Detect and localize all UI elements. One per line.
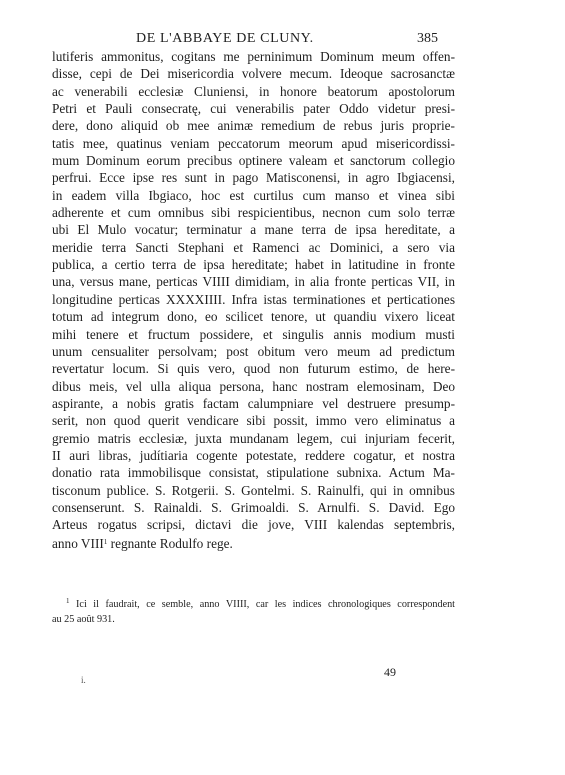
- text-line: ubi El Mulo vocatur; terminatur a mane terra de ipsa hereditate, a: [52, 222, 455, 238]
- footnote-text: Ici il faudrait, ce semble, anno VIIII, car les indices chronologiques correspondent: [76, 599, 456, 610]
- text-line: lutiferis ammonitus, cogitans me perninimum Dominum meum offen-: [52, 49, 455, 64]
- text-line: una, versus mane, perticas VIIII dimidiam, in alia fronte perticas VII, in: [52, 274, 455, 290]
- text-line: perfrui. Ecce ipse res sunt in pago Matisconensi, in agro Ibgiacensi,: [52, 170, 455, 186]
- footnote-reference[interactable]: 1: [103, 537, 108, 546]
- text-line: mihi tenere et fructum possidere, et singulis annis modium musti: [52, 326, 455, 342]
- footnote: [52, 594, 455, 627]
- text-line: tisconum publice. S. Rotgerii. S. Gontelmi. S. Rainulfi, qui in omnibus: [52, 482, 455, 498]
- footnote-line: au 25 août 931.: [52, 613, 115, 625]
- text-line: ac venerabili ecclesiæ Cluniensi, in honore beatorum apostolorum: [52, 83, 455, 99]
- text-line: totum ad integrum dono, eo scilicet tenore, ut quandiu vixero liceat: [52, 309, 455, 325]
- text-line: dibus meis, vel ulla aliqua persona, hanc nostram elemosinam, Deo: [52, 378, 455, 394]
- text-line: dere, dono aliquid ob mee animæ remedium de rebus juris proprie-: [52, 118, 455, 134]
- text-line: consenserunt. S. Rainaldi. S. Grimoaldi. S. Arnulfi. S. David. Ego: [52, 499, 455, 515]
- footnote-line: [52, 594, 455, 613]
- footnote-number: 1: [66, 597, 70, 605]
- text-line-start: anno VIII: [52, 535, 104, 551]
- text-line: Arteus rogatus scripsi, dictavi die jove, VIII kalendas septembris,: [52, 517, 455, 533]
- text-line: longitudine perticas XXXXIIII. Infra istas terminationes et perticationes: [52, 291, 455, 307]
- margin-mark: i.: [81, 675, 86, 685]
- text-line: meridie terra Sancti Stephani et Ramenci ac Dominici, a sero via: [52, 239, 455, 255]
- text-line: disse, cepi de Dei misericordia volvere mecum. Ideoque sacrosanctæ: [52, 66, 455, 82]
- signature-mark: 49: [384, 665, 396, 679]
- text-line: mum Dominum eorum precibus optinere valeam et sanctorum collegio: [52, 153, 455, 169]
- text-line: unum censualiter persolvam; post obitum vero meum ad predictum: [52, 343, 455, 359]
- text-line: revertatur locum. Si quis vero, quod non futurum estimo, de here-: [52, 361, 455, 377]
- running-title: DE L'ABBAYE DE CLUNY.: [136, 31, 314, 46]
- text-line: donatio rata immobilisque consistat, stipulatione subnixa. Actum Ma-: [52, 465, 455, 481]
- text-line-last: [52, 534, 455, 551]
- text-line-end: regnante Rodulfo rege.: [107, 535, 233, 551]
- text-line: in eadem villa Ibgiaco, hoc est curtilus cum manso et vinea sibi: [52, 187, 455, 203]
- text-line: adherente et cum omnibus sibi respicientibus, necnon cum solo terræ: [52, 205, 455, 221]
- page-number: 385: [417, 31, 438, 46]
- text-line: II auri libras, judítiaria cogente potestate, reddere cogatur, et nostra: [52, 447, 455, 463]
- text-line: serit, non quod querit vendicare sibi possit, immo vero eliminatus a: [52, 413, 455, 429]
- text-line: aspirante, a nobis gratis factam calumpniare vel destruere presump-: [52, 395, 455, 411]
- text-line: publica, a certio terra de ipsa hereditate; habet in latitudine in fronte: [52, 257, 455, 273]
- charter-text: [52, 48, 455, 551]
- text-line: Petri et Pauli consecratę, cui venerabilis pater Oddo videtur presi-: [52, 101, 455, 117]
- text-line: tatis mee, quatinus veniam peccatorum meorum apud misericordissi-: [52, 135, 455, 151]
- text-line: gremio matris ecclesiæ, juxta mundanam legem, cui injuriam fecerit,: [52, 430, 455, 446]
